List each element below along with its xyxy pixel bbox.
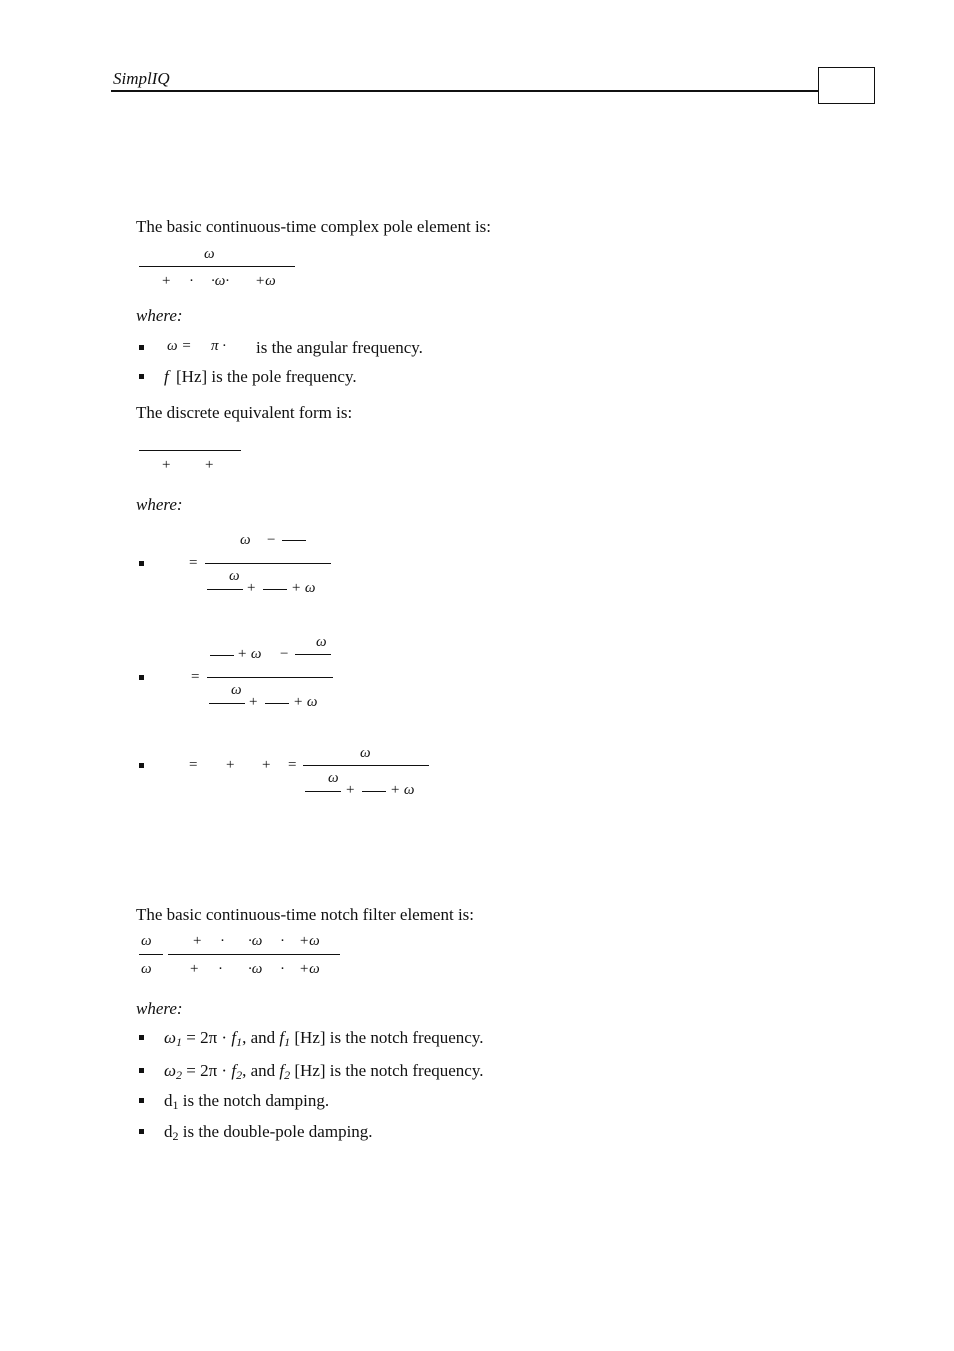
bullet: [139, 1035, 144, 1040]
b2-fraction-bar: [207, 677, 333, 678]
notch-den-omega: ω: [141, 961, 152, 977]
bullet: [139, 374, 144, 379]
notch-damping-text: is the notch damping.: [178, 1091, 330, 1110]
b3-plus-1: +: [226, 757, 235, 773]
bullet: [139, 1098, 144, 1103]
b1-equals: =: [189, 555, 198, 571]
discrete-intro: The discrete equivalent form is:: [136, 403, 353, 422]
b1-den-plus: +: [247, 580, 256, 596]
d-symbol: d: [164, 1091, 173, 1110]
notch-fraction-bar: [168, 954, 340, 955]
d1-definition: [164, 1091, 329, 1113]
notch-den-dot-omega: ·ω: [248, 961, 263, 977]
subscript: 1: [236, 1035, 243, 1049]
b3-equals-2: =: [288, 757, 297, 773]
f-symbol: f: [164, 367, 169, 386]
notch-intro: The basic continuous-time notch filter element is:: [136, 905, 475, 924]
b2-den-plus-omega: + ω: [293, 694, 318, 710]
omega1-definition: [164, 1028, 484, 1050]
notch-num-dot-omega: ·ω: [248, 933, 263, 949]
b1-num-omega: ω: [240, 532, 251, 548]
notch-den-plus-omega: +ω: [299, 961, 320, 977]
b3-num-omega: ω: [360, 745, 371, 761]
b1-den-subfraction-bar-1: [207, 589, 243, 590]
notch-den-plus: +: [190, 961, 199, 977]
b2-num-plus-omega: + ω: [237, 646, 262, 662]
bullet: [139, 1068, 144, 1073]
notch-num-dot-1: ·: [220, 933, 225, 949]
bullet: [139, 675, 144, 680]
omega-definition-b: π ·: [211, 338, 227, 354]
header-rule: [111, 90, 819, 92]
b3-equals-1: =: [189, 757, 198, 773]
notch-den-dot-2: ·: [280, 961, 285, 977]
omega2-definition: [164, 1061, 484, 1083]
where-label-3: where:: [136, 999, 183, 1018]
b2-den-plus: +: [249, 694, 258, 710]
notch-frequency-text: [Hz] is the notch frequency.: [290, 1061, 484, 1080]
notch-den-dot-1: ·: [218, 961, 223, 977]
bullet: [139, 345, 144, 350]
b3-den-plus-omega: + ω: [390, 782, 415, 798]
omega-symbol: ω: [164, 1061, 177, 1080]
b1-den-omega: ω: [229, 568, 240, 584]
b1-den-plus-omega: + ω: [291, 580, 316, 596]
b3-den-subfraction-bar-1: [305, 791, 341, 792]
subscript: 2: [172, 1129, 179, 1143]
eq1-fraction-bar: [139, 266, 295, 267]
page-number-box: [818, 67, 875, 104]
eq1-den-plus: +: [162, 273, 171, 289]
b3-den-subfraction-bar-2: [362, 791, 386, 792]
f-symbol: f: [231, 1061, 237, 1080]
b3-den-plus: +: [346, 782, 355, 798]
b2-num-frac-omega: ω: [316, 634, 327, 650]
subscript: 2: [284, 1068, 291, 1082]
mid-text: , and: [242, 1028, 280, 1047]
angular-frequency-text: is the angular frequency.: [256, 338, 423, 357]
f-symbol: f: [279, 1028, 285, 1047]
notch-num-plus: +: [193, 933, 202, 949]
header-brand: SimplIQ: [113, 69, 170, 88]
f-symbol: f: [231, 1028, 237, 1047]
eq1-den-dot-omega-dot: ·ω·: [211, 273, 230, 289]
subscript: 1: [284, 1035, 291, 1049]
eq2-den-plus-2: +: [205, 457, 214, 473]
b2-den-subfraction-bar-2: [265, 703, 289, 704]
b2-num-subfraction-bar-2: [295, 654, 331, 655]
b1-num-subfraction-bar: [282, 540, 306, 541]
b3-den-omega: ω: [328, 770, 339, 786]
bullet: [139, 763, 144, 768]
subscript: 2: [236, 1068, 243, 1082]
double-pole-damping-text: is the double-pole damping.: [178, 1122, 373, 1141]
d-symbol: d: [164, 1122, 173, 1141]
eq-text: = 2π ·: [182, 1028, 228, 1047]
omega-symbol: ω: [164, 1028, 177, 1047]
b3-fraction-bar: [303, 765, 429, 766]
b1-fraction-bar: [205, 563, 331, 564]
b1-num-minus: −: [267, 532, 276, 548]
eq2-den-plus-1: +: [162, 457, 171, 473]
notch-num-plus-omega: +ω: [299, 933, 320, 949]
eq2-fraction-bar: [139, 450, 241, 451]
subscript: 2: [176, 1068, 183, 1082]
eq1-den-dot: ·: [189, 273, 194, 289]
omega-definition-a: ω =: [167, 338, 192, 354]
pole-frequency-text: [Hz] is the pole frequency.: [176, 367, 357, 386]
eq-text: = 2π ·: [182, 1061, 228, 1080]
pole-intro: The basic continuous-time complex pole element is:: [136, 217, 492, 236]
where-label-2: where:: [136, 495, 183, 514]
notch-num-omega: ω: [141, 933, 152, 949]
b3-plus-2: +: [262, 757, 271, 773]
b1-den-subfraction-bar-2: [263, 589, 287, 590]
notch-num-dot-2: ·: [280, 933, 285, 949]
subscript: 1: [176, 1035, 183, 1049]
b2-num-subfraction-bar-1: [210, 655, 234, 656]
notch-omega-ratio-bar: [139, 954, 163, 955]
where-label-1: where:: [136, 306, 183, 325]
eq1-numerator: ω: [204, 246, 215, 262]
f-symbol: f: [279, 1061, 285, 1080]
d2-definition: [164, 1122, 373, 1144]
eq1-den-plus-omega: +ω: [255, 273, 276, 289]
b2-equals: =: [191, 669, 200, 685]
notch-frequency-text: [Hz] is the notch frequency.: [290, 1028, 484, 1047]
bullet: [139, 1129, 144, 1134]
subscript: 1: [172, 1098, 179, 1112]
b2-num-minus: −: [280, 646, 289, 662]
mid-text: , and: [242, 1061, 280, 1080]
b2-den-omega: ω: [231, 682, 242, 698]
b2-den-subfraction-bar-1: [209, 703, 245, 704]
bullet: [139, 561, 144, 566]
